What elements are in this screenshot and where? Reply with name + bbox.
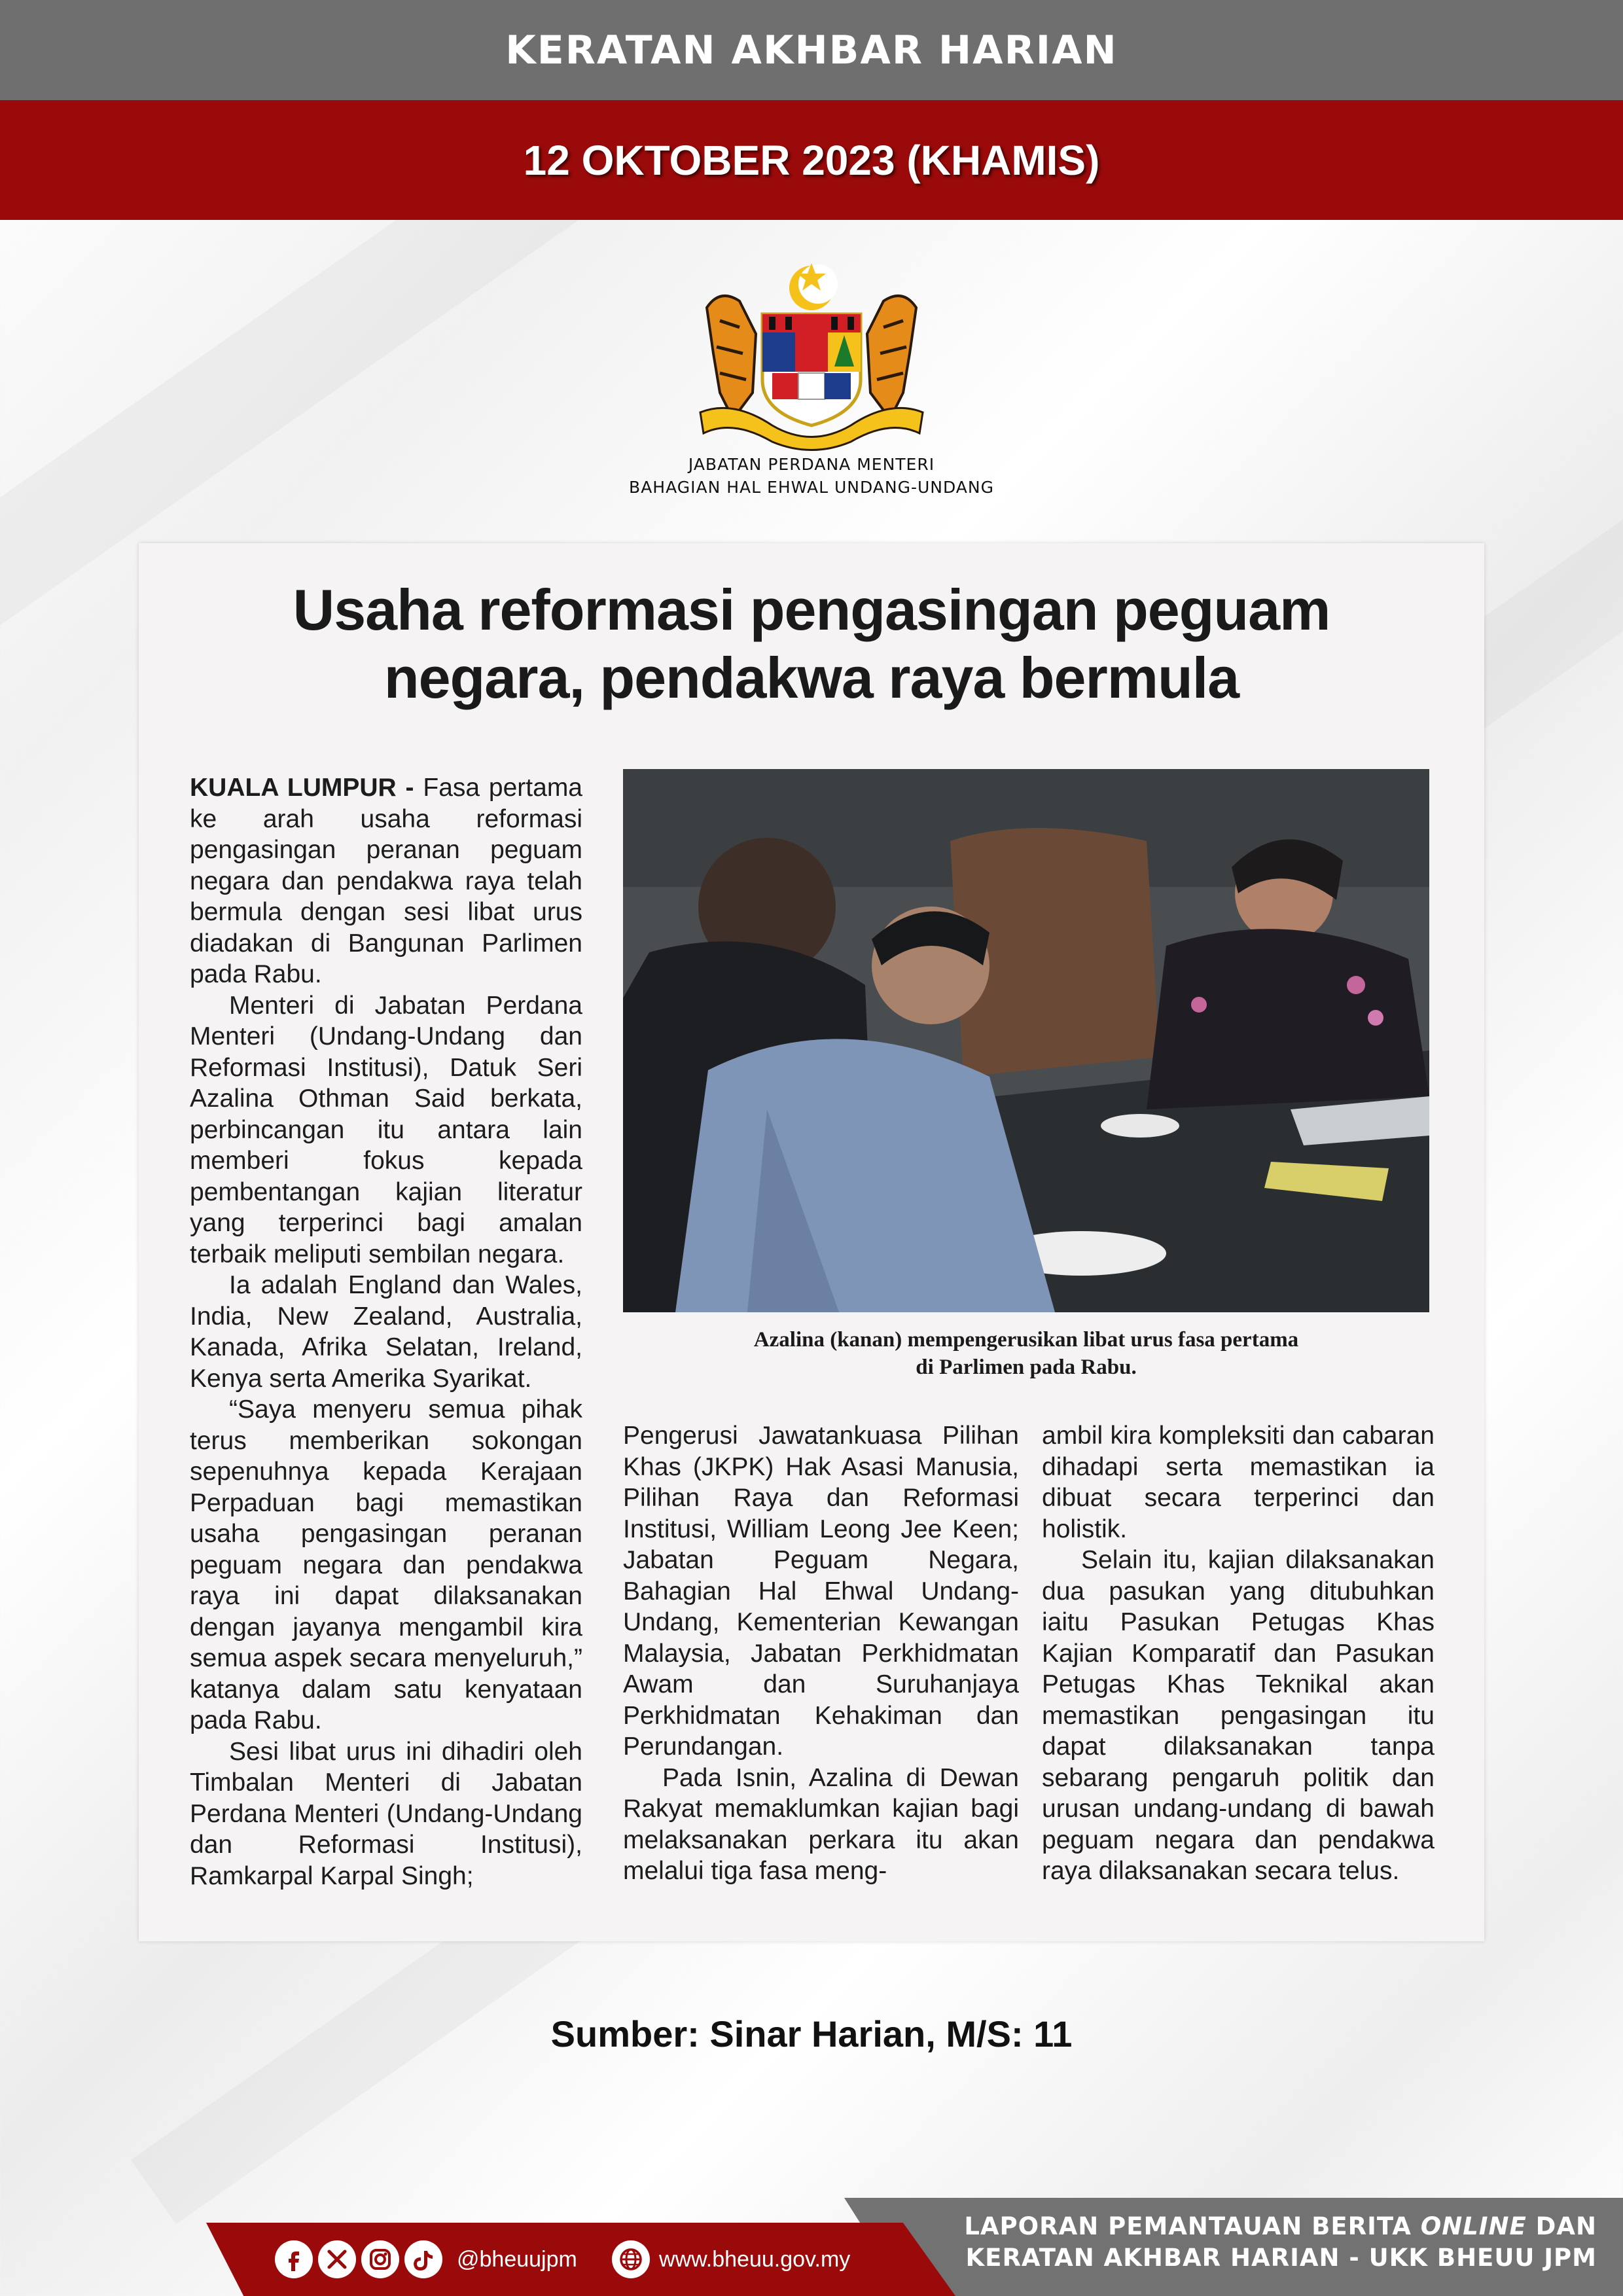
instagram-icon[interactable]	[361, 2240, 399, 2278]
website-link-group	[612, 2238, 850, 2280]
org-division: BAHAGIAN HAL EHWAL UNDANG-UNDANG	[629, 478, 994, 497]
social-links	[275, 2238, 577, 2280]
paragraph: Ia adalah England dan Wales, India, New Zealand, Australia, Kanada, Afrika Selatan, Ireland, Kenya serta Amerika Syarikat.	[190, 1271, 582, 1393]
paragraph: “Saya menyeru semua pihak terus memberikan sokongan sepenuhnya kepada Kerajaan Perpaduan bagi memastikan usaha pengasingan peranan peguam negara dan pendakwa raya ini dapat dilaksanakan dengan jayanya mengambil kira semua aspek secara menyeluruh,” katanya dalam satu kenyataan pada Rabu.	[190, 1395, 582, 1734]
article-headline	[139, 576, 1484, 712]
date-bar	[0, 100, 1623, 220]
org-name: JABATAN PERDANA MENTERI	[688, 455, 935, 474]
header-title: KERATAN AKHBAR HARIAN	[505, 27, 1118, 73]
tiktok-icon[interactable]	[404, 2240, 442, 2278]
report-title	[942, 2211, 1597, 2274]
caption-line-2: di Parlimen pada Rabu.	[916, 1355, 1137, 1379]
newspaper-clipping	[139, 543, 1484, 1941]
article-photo	[623, 769, 1429, 1312]
report-title-text: LAPORAN PEMANTAUAN BERITA	[964, 2212, 1421, 2240]
report-title-text: DAN	[1526, 2212, 1597, 2240]
header-bar	[0, 0, 1623, 100]
website-link[interactable]: www.bheuu.gov.my	[659, 2246, 851, 2272]
headline-line-1: Usaha reformasi pengasingan peguam	[293, 577, 1330, 642]
paragraph: Pada Isnin, Azalina di Dewan Rakyat memaklumkan kajian bagi melaksanakan perkara itu akan melalui tiga fasa meng-	[623, 1763, 1019, 1885]
report-title-emphasis: ONLINE	[1420, 2212, 1527, 2240]
paragraph: Pengerusi Jawatankuasa Pilihan Khas (JKPK) Hak Asasi Manusia, Pilihan Raya dan Reformasi Institusi, William Leong Jee Keen; Jabatan Peguam Negara, Bahagian Hal Ehwal Undang-Undang, Kementerian Kewangan Malaysia, Jabatan Perkhidmatan Awam dan Suruhanjaya Perkhidmatan Kehakiman dan Perundangan.	[623, 1422, 1019, 1761]
report-title-line-2: KERATAN AKHBAR HARIAN - UKK BHEUU JPM	[965, 2244, 1597, 2272]
paragraph: Sesi libat urus ini dihadiri oleh Timbalan Menteri di Jabatan Perdana Menteri (Undang-Undang dan Reformasi Institusi), Ramkarpal Karpal Singh;	[190, 1737, 582, 1890]
source-citation: Sumber: Sinar Harian, M/S: 11	[550, 2013, 1073, 2054]
headline-line-2: negara, pendakwa raya bermula	[383, 645, 1240, 710]
report-title-line-1	[942, 2211, 1597, 2242]
dateline: KUALA LUMPUR -	[190, 774, 414, 802]
paragraph: ambil kira kompleksiti dan cabaran dihadapi serta memastikan ia dibuat secara terperinci dan holistik.	[1042, 1422, 1435, 1543]
article-column-3	[1042, 1420, 1435, 1887]
caption-line-1: Azalina (kanan) mempengerusikan libat urus fasa pertama	[753, 1328, 1299, 1352]
article-column-1	[190, 772, 582, 1892]
paragraph: Selain itu, kajian dilaksanakan dua pasukan yang ditubuhkan iaitu Pasukan Petugas Khas Kajian Komparatif dan Pasukan Petugas Khas Teknikal akan memastikan pengasingan itu dapat dilaksanakan tanpa sebarang pengaruh politik dan urusan undang-undang di bawah peguam negara dan pendakwa raya dilaksanakan secara telus.	[1042, 1546, 1435, 1885]
facebook-icon[interactable]	[275, 2240, 313, 2278]
photo-caption	[623, 1326, 1429, 1381]
header-date: 12 OKTOBER 2023 (KHAMIS)	[523, 136, 1100, 184]
paragraph: Fasa pertama ke arah usaha reformasi pengasingan peranan peguam negara dan pendakwa raya telah bermula dengan sesi libat urus diadakan di Bangunan Parlimen pada Rabu.	[190, 774, 582, 988]
x-icon[interactable]	[318, 2240, 356, 2278]
article-column-2	[623, 1420, 1019, 1887]
social-handle[interactable]: @bheuujpm	[457, 2246, 577, 2272]
paragraph: Menteri di Jabatan Perdana Menteri (Undang-Undang dan Reformasi Institusi), Datuk Seri Azalina Othman Said berkata, perbincangan itu antara lain memberi fokus kepada pembentangan kajian literatur yang terperinci bagi amalan terbaik meliputi sembilan negara.	[190, 991, 582, 1268]
coat-of-arms-icon	[694, 262, 929, 452]
globe-icon	[612, 2240, 650, 2278]
